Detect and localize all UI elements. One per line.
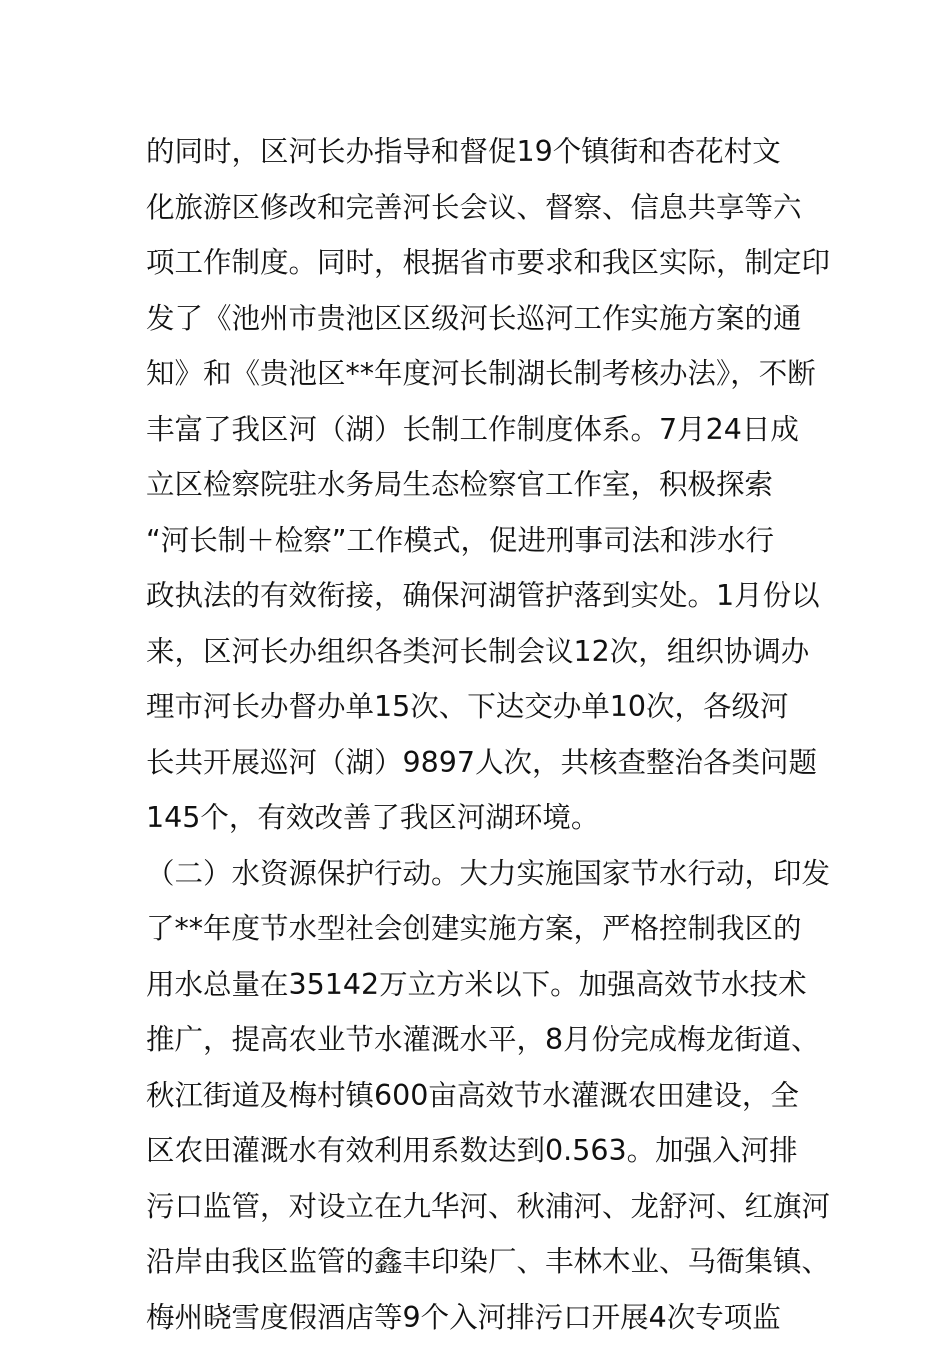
text-line: 秋江街道及梅村镇600亩高效节水灌溉农田建设，全 xyxy=(146,1068,826,1124)
text-line: “河长制＋检察”工作模式，促进刑事司法和涉水行 xyxy=(146,513,826,569)
text-line: 知》和《贵池区**年度河长制湖长制考核办法》，不断 xyxy=(146,346,826,402)
body-text xyxy=(146,124,826,1345)
text-line: 发了《池州市贵池区区级河长巡河工作实施方案的通 xyxy=(146,291,826,347)
text-line: 来，区河长办组织各类河长制会议12次，组织协调办 xyxy=(146,624,826,680)
text-line: 长共开展巡河（湖）9897人次，共核查整治各类问题 xyxy=(146,735,826,791)
text-line: 化旅游区修改和完善河长会议、督察、信息共享等六 xyxy=(146,180,826,236)
text-line: 污口监管，对设立在九华河、秋浦河、龙舒河、红旗河 xyxy=(146,1179,826,1235)
text-line: （二）水资源保护行动。大力实施国家节水行动，印发 xyxy=(146,846,826,902)
text-line: 推广，提高农业节水灌溉水平，8月份完成梅龙街道、 xyxy=(146,1012,826,1068)
text-line: 145个，有效改善了我区河湖环境。 xyxy=(146,790,826,846)
text-line: 政执法的有效衔接，确保河湖管护落到实处。1月份以 xyxy=(146,568,826,624)
text-line: 了**年度节水型社会创建实施方案，严格控制我区的 xyxy=(146,901,826,957)
text-line: 理市河长办督办单15次、下达交办单10次，各级河 xyxy=(146,679,826,735)
text-line: 梅州晓雪度假酒店等9个入河排污口开展4次专项监 xyxy=(146,1290,826,1345)
text-line: 区农田灌溉水有效利用系数达到0.563。加强入河排 xyxy=(146,1123,826,1179)
text-line: 立区检察院驻水务局生态检察官工作室，积极探索 xyxy=(146,457,826,513)
text-line: 用水总量在35142万立方米以下。加强高效节水技术 xyxy=(146,957,826,1013)
text-line: 沿岸由我区监管的鑫丰印染厂、丰林木业、马衙集镇、 xyxy=(146,1234,826,1290)
text-line: 的同时，区河长办指导和督促19个镇街和杏花村文 xyxy=(146,124,826,180)
text-line: 项工作制度。同时，根据省市要求和我区实际，制定印 xyxy=(146,235,826,291)
text-line: 丰富了我区河（湖）长制工作制度体系。7月24日成 xyxy=(146,402,826,458)
